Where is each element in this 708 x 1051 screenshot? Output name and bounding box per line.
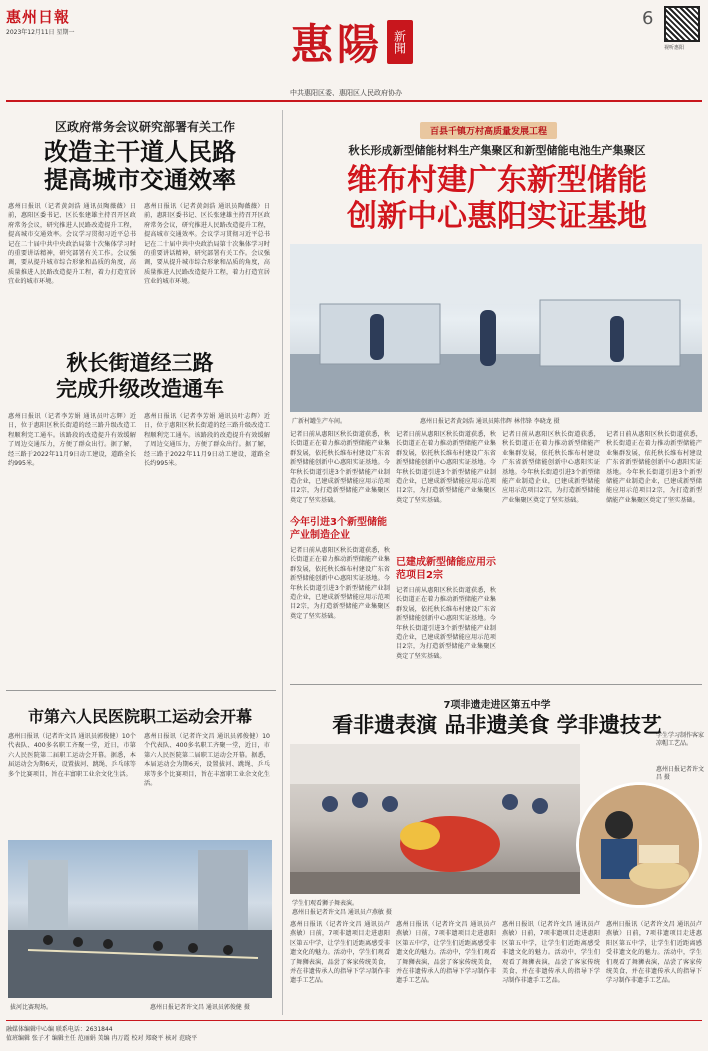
- issue-date: 2023年12月11日 星期一: [6, 29, 75, 36]
- story5-headline: 看非遗表演 品非遗美食 学非遗技艺: [332, 712, 662, 737]
- story2-headline-line2: 完成升级改造通车: [56, 376, 224, 401]
- story3-headline: 市第六人民医院职工运动会开幕: [27, 707, 252, 726]
- factory-photo: [290, 244, 702, 412]
- lion-dance-photo: [290, 744, 580, 894]
- story4-body-col3: 记者日前从惠阳区秋长街道获悉，秋长街道正在着力推动新型储能产业集群发展，依托秋长维布村建设广东省新型储能创新中心惠阳实证基地。今年秋长街道引进3个新型储能产业制造企业，已建成新型储能应用示范项目2宗，为打造新型储能产业集聚区奠定了坚实基础。: [502, 431, 600, 504]
- story4-photo-credit: 惠州日报记者黄剑浩 通讯员陈伟辉 林伟锋 李晓龙 摄: [420, 418, 560, 425]
- project-tag: 百县千镇万村高质量发展工程: [420, 122, 557, 139]
- story5-photo-credit: 惠州日报记者许文昌 通讯员卢燕敏 摄: [292, 909, 392, 916]
- story4-body-col1b: 记者日前从惠阳区秋长街道获悉，秋长街道正在着力推动新型储能产业集群发展，依托秋长维布村建设广东省新型储能创新中心惠阳实证基地。今年秋长街道引进3个新型储能产业制造企业，已建成新型储能应用示范项目2宗，为打造新型储能产业集聚区奠定了坚实基础。: [290, 547, 390, 620]
- footer: [6, 1025, 197, 1043]
- story4-headline-line1: 维布村建广东新型储能: [347, 163, 647, 198]
- factory-illustration: [290, 244, 702, 412]
- story5-body-col3: 惠州日报讯（记者许文昌 通讯员卢燕敏）日前，7项非遗项目走进惠阳区第五中学，让学生们近距离感受非遗文化的魅力。活动中，学生们观看了舞狮表演，品尝了客家传统美食，并在非遗传承人的指导下学习制作非遗手工艺品。: [502, 921, 600, 985]
- story1-body-col2: 惠州日报讯（记者黄剑浩 通讯员陶薇薇）日前，惠阳区委书记、区长张建雄主持召开区政府常务会议，研究推进人民路改造提升工程，提高城市交通效率。会议学习贯彻习近平总书记在二十届中共中央政治局第十次集体学习时的重要讲话精神，研究部署有关工作。会议强调，要从提升城市综合形象和品质的角度，高质量推进人民路改造提升工程，着力打造宜居宜业的城市环境。: [144, 203, 270, 286]
- masthead-rule: [6, 100, 702, 102]
- story1-headline-line1: 改造主干道人民路: [44, 137, 236, 166]
- lion-dance-illustration: [290, 744, 580, 894]
- story1-body-col1: 惠州日报讯（记者黄剑浩 通讯员陶薇薇）日前，惠阳区委书记、区长张建雄主持召开区政府常务会议，研究推进人民路改造提升工程，提高城市交通效率。会议学习贯彻习近平总书记在二十届中共中央政治局第十次集体学习时的重要讲话精神，研究部署有关工作。会议强调，要从提升城市综合形象和品质的角度，高质量推进人民路改造提升工程，着力打造宜居宜业的城市环境。: [8, 203, 136, 286]
- story3-body-col1: 惠州日报讯（记者许文昌 通讯员郭俊健）10个代表队、400多名职工齐聚一堂，近日，市第六人民医院第二届职工运动会开幕。据悉，本届运动会为期6天，设置拔河、跳绳、乒乓球等多个比赛项目，旨在丰富职工业余文化生活。: [8, 733, 136, 778]
- story2-body-col2: 惠州日报讯（记者李芳娟 通讯员叶志辉）近日，位于惠阳区秋长街道的经三路升级改造工程顺利完工通车。该路段的改造提升有效缓解了周边交通压力，方便了群众出行。据了解，经三路于2022年11月9日动工建设，道路全长约995米。: [144, 413, 270, 468]
- section-masthead: [262, 6, 442, 78]
- column-divider: [282, 110, 283, 1015]
- qr-code-icon: [664, 6, 700, 42]
- footer-line2: 值班编辑 张子才 编辑主任 范丽娟 美编 冉万霞 校对 郑晓平 核对 范晓平: [6, 1035, 198, 1042]
- paper-name: 惠州日報: [6, 8, 71, 26]
- tug-of-war-illustration: [8, 840, 272, 998]
- story5-body-col1: 惠州日报讯（记者许文昌 通讯员卢燕敏）日前，7项非遗项目走进惠阳区第五中学，让学生们近距离感受非遗文化的魅力。活动中，学生们观看了舞狮表演，品尝了客家传统美食，并在非遗传承人的指导下学习制作非遗手工艺品。: [290, 921, 390, 985]
- masthead-subtitle: 中共惠阳区委、惠阳区人民政府协办: [290, 89, 402, 97]
- story4-subhead-2: 已建成新型储能应用示范项目2宗: [396, 557, 496, 581]
- story2-body-col1: 惠州日报讯（记者李芳娟 通讯员叶志辉）近日，位于惠阳区秋长街道的经三路升级改造工程顺利完工通车。该路段的改造提升有效缓解了周边交通压力，方便了群众出行。据了解，经三路于2022年11月9日动工建设，道路全长约995米。: [8, 413, 136, 468]
- story4-body-col1: 记者日前从惠阳区秋长街道获悉，秋长街道正在着力推动新型储能产业集群发展，依托秋长维布村建设广东省新型储能创新中心惠阳实证基地。今年秋长街道引进3个新型储能产业制造企业，已建成新型储能应用示范项目2宗，为打造新型储能产业集聚区奠定了坚实基础。: [290, 431, 390, 504]
- story4-kicker: 秋长形成新型储能材料生产集聚区和新型储能电池生产集聚区: [348, 144, 646, 157]
- news-stamp: 新聞: [387, 20, 413, 64]
- footer-rule: [6, 1020, 702, 1021]
- story5-photo-caption: 学生们观看狮子舞表演。: [292, 900, 359, 907]
- section-title: 惠陽: [290, 20, 383, 69]
- story4-photo-caption: 广新村罐生产车间。: [292, 418, 347, 425]
- craft-photo: [576, 782, 702, 908]
- footer-line1: 融媒体编辑中心编 联系电话：2631844: [6, 1026, 113, 1033]
- story3-body-col2: 惠州日报讯（记者许文昌 通讯员郭俊健）10个代表队、400多名职工齐聚一堂，近日，市第六人民医院第二届职工运动会开幕。据悉，本届运动会为期6天，设置拔河、跳绳、乒乓球等多个比赛项目，旨在丰富职工业余文化生活。: [144, 733, 270, 788]
- story5-side-credit: 惠州日报记者许文昌 摄: [656, 766, 705, 781]
- story5-body-col4: 惠州日报讯（记者许文昌 通讯员卢燕敏）日前，7项非遗项目走进惠阳区第五中学，让学生们近距离感受非遗文化的魅力。活动中，学生们观看了舞狮表演，品尝了客家传统美食，并在非遗传承人的指导下学习制作非遗手工艺品。: [606, 921, 702, 985]
- story4-subhead-1: 今年引进3个新型储能产业制造企业: [290, 517, 387, 541]
- story3-photo-caption: 拔河比赛现场。: [10, 1004, 53, 1011]
- story4-body-col4: 记者日前从惠阳区秋长街道获悉，秋长街道正在着力推动新型储能产业集群发展，依托秋长维布村建设广东省新型储能创新中心惠阳实证基地。今年秋长街道引进3个新型储能产业制造企业，已建成新型储能应用示范项目2宗，为打造新型储能产业集聚区奠定了坚实基础。: [606, 431, 702, 504]
- story1-headline-line2: 提高城市交通效率: [44, 165, 236, 194]
- tug-of-war-photo: [8, 840, 272, 998]
- story4-body-col2: 记者日前从惠阳区秋长街道获悉，秋长街道正在着力推动新型储能产业集群发展，依托秋长维布村建设广东省新型储能创新中心惠阳实证基地。今年秋长街道引进3个新型储能产业制造企业，已建成新型储能应用示范项目2宗，为打造新型储能产业集聚区奠定了坚实基础。: [396, 431, 496, 504]
- divider: [290, 684, 702, 685]
- story5-side-caption: 学生学习制作客家凉帽工艺品。: [656, 732, 705, 747]
- story5-body-col2: 惠州日报讯（记者许文昌 通讯员卢燕敏）日前，7项非遗项目走进惠阳区第五中学，让学生们近距离感受非遗文化的魅力。活动中，学生们观看了舞狮表演，品尝了客家传统美食，并在非遗传承人的指导下学习制作非遗手工艺品。: [396, 921, 496, 985]
- craft-illustration: [579, 785, 702, 908]
- story4-body-col2b: 记者日前从惠阳区秋长街道获悉，秋长街道正在着力推动新型储能产业集群发展，依托秋长维布村建设广东省新型储能创新中心惠阳实证基地。今年秋长街道引进3个新型储能产业制造企业，已建成新型储能应用示范项目2宗，为打造新型储能产业集聚区奠定了坚实基础。: [396, 587, 496, 660]
- qr-caption: 视听惠阳: [664, 45, 685, 51]
- divider: [6, 690, 276, 691]
- story4-headline-line2: 创新中心惠阳实证基地: [347, 199, 647, 234]
- story2-headline-line1: 秋长街道经三路: [66, 350, 214, 375]
- story5-kicker: 7项非遗走进区第五中学: [443, 700, 551, 711]
- story3-photo-credit: 惠州日报记者许文昌 通讯员郭俊健 摄: [150, 1004, 250, 1011]
- page-number: 6: [642, 8, 654, 29]
- story1-kicker: 区政府常务会议研究部署有关工作: [54, 120, 235, 134]
